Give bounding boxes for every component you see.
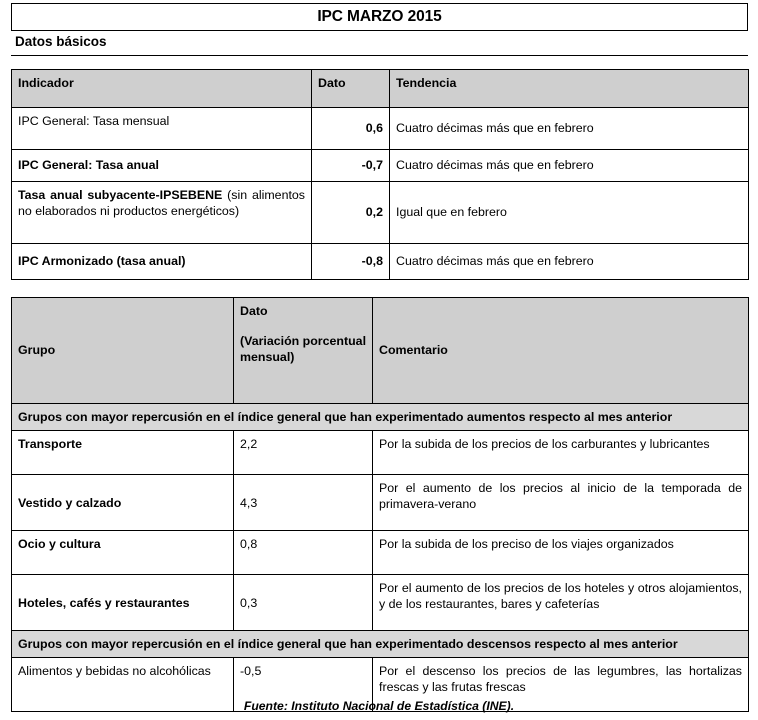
source-footer: Fuente: Instituto Nacional de Estadística (INE). <box>243 699 515 713</box>
section-band-label: Grupos con mayor repercusión en el índice general que han experimentado descensos respecto al mes anterior <box>12 631 749 658</box>
cell-grupo: Vestido y calzado <box>12 475 234 531</box>
column-header-spacer <box>240 319 366 333</box>
section-band-label: Grupos con mayor repercusión en el índice general que han experimentado aumentos respecto al mes anterior <box>12 404 749 431</box>
cell-indicador: IPC General: Tasa anual <box>12 150 312 182</box>
cell-tendencia: Cuatro décimas más que en febrero <box>390 150 749 182</box>
table-row <box>12 531 749 575</box>
column-header-tendencia: Tendencia <box>390 70 749 108</box>
cell-comentario: Por el aumento de los precios al inicio de la temporada de primavera-verano <box>373 475 749 531</box>
cell-tendencia: Cuatro décimas más que en febrero <box>390 244 749 280</box>
table-row <box>12 431 749 475</box>
table-header-row <box>12 70 749 108</box>
cell-dato: 2,2 <box>234 431 373 475</box>
cell-dato: -0,7 <box>312 150 390 182</box>
cell-dato: 4,3 <box>234 475 373 531</box>
page-title: IPC MARZO 2015 <box>317 8 442 26</box>
column-header-indicador: Indicador <box>12 70 312 108</box>
table-row <box>12 244 749 280</box>
table-row <box>12 150 749 182</box>
cell-dato: 0,6 <box>312 108 390 150</box>
section-band-descensos <box>12 631 749 658</box>
cell-dato: 0,8 <box>234 531 373 575</box>
cell-dato: 0,3 <box>234 575 373 631</box>
table-datos-basicos <box>11 69 749 280</box>
cell-indicador <box>12 182 312 244</box>
cell-indicador-detail: (sin alimentos no elaborados ni productos energéticos) <box>18 188 305 219</box>
cell-tendencia: Igual que en febrero <box>390 182 749 244</box>
cell-comentario: Por la subida de los precios de los carburantes y lubricantes <box>373 431 749 475</box>
table-row <box>12 108 749 150</box>
cell-dato: -0,5 <box>234 658 373 712</box>
cell-grupo: Alimentos y bebidas no alcohólicas <box>12 658 234 712</box>
cell-dato: -0,8 <box>312 244 390 280</box>
column-header-dato: Dato <box>312 70 390 108</box>
cell-indicador: IPC Armonizado (tasa anual) <box>12 244 312 280</box>
column-header-dato-line2: (Variación porcentual mensual) <box>240 334 367 365</box>
cell-tendencia: Cuatro décimas más que en febrero <box>390 108 749 150</box>
section-heading-datos-basicos: Datos básicos <box>15 34 107 49</box>
cell-grupo: Ocio y cultura <box>12 531 234 575</box>
cell-indicador: IPC General: Tasa mensual <box>12 108 312 150</box>
column-header-comentario: Comentario <box>373 298 749 404</box>
cell-indicador-strong: Tasa anual subyacente-IPSEBENE <box>18 188 223 202</box>
section-band-aumentos <box>12 404 749 431</box>
document-title-box <box>11 3 748 31</box>
cell-grupo: Transporte <box>12 431 234 475</box>
table-header-row <box>12 298 749 404</box>
table-grupos <box>11 297 749 712</box>
cell-comentario: Por el descenso los precios de las legumbres, las hortalizas frescas y las frutas frescas <box>373 658 749 712</box>
cell-comentario: Por el aumento de los precios de los hoteles y otros alojamientos, y de los restaurantes, bares y cafeterías <box>373 575 749 631</box>
section-divider <box>11 55 748 56</box>
column-header-dato <box>234 298 373 404</box>
column-header-dato-line1: Dato <box>240 304 268 318</box>
table-row <box>12 182 749 244</box>
table-row <box>12 575 749 631</box>
cell-comentario: Por la subida de los preciso de los viajes organizados <box>373 531 749 575</box>
table-row <box>12 475 749 531</box>
column-header-grupo: Grupo <box>12 298 234 404</box>
cell-grupo: Hoteles, cafés y restaurantes <box>12 575 234 631</box>
cell-dato: 0,2 <box>312 182 390 244</box>
